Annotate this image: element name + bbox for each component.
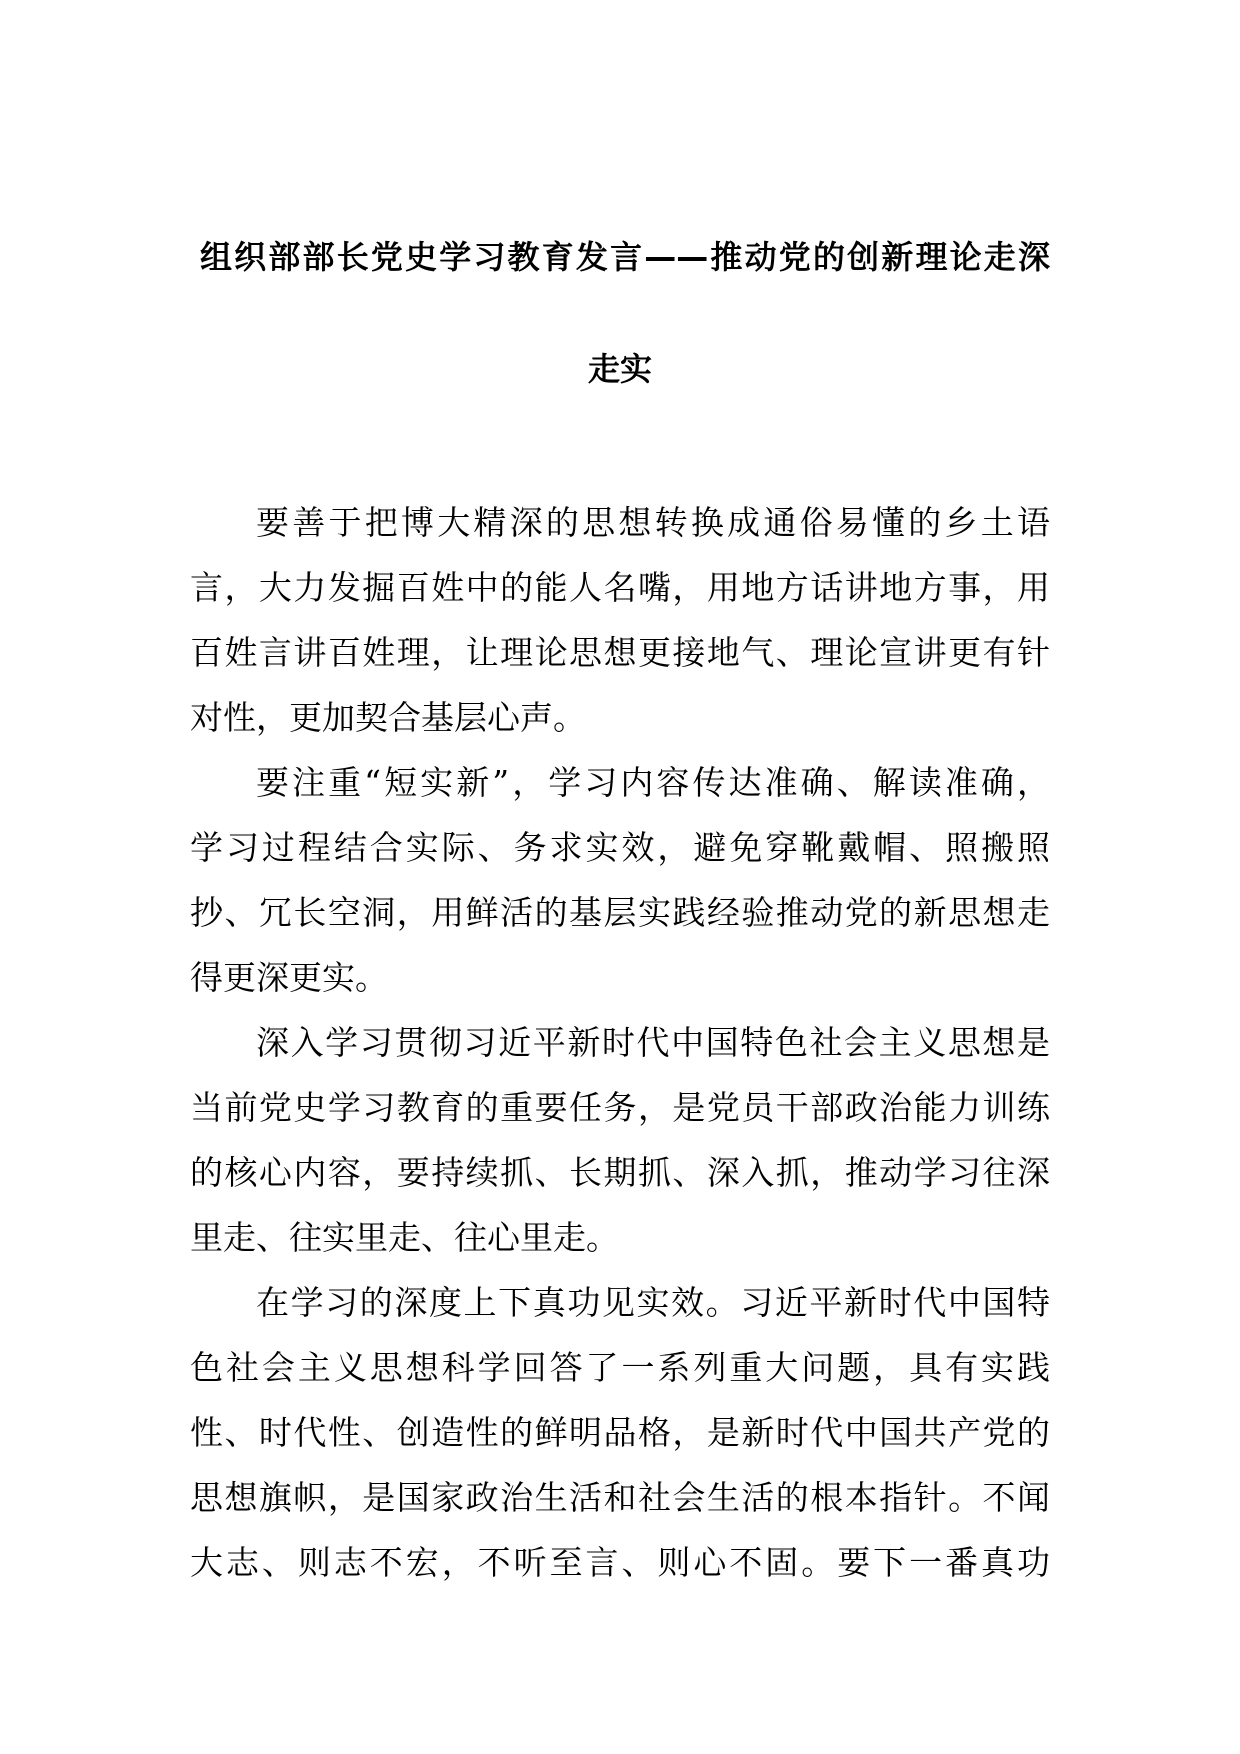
document-title-continued: 走实 bbox=[587, 350, 652, 388]
text-line: 性、时代性、创造性的鲜明品格，是新时代中国共产党的 bbox=[190, 1413, 1050, 1452]
text-line: 要善于把博大精深的思想转换成通俗易懂的乡土语 bbox=[256, 503, 1050, 542]
document-body bbox=[190, 490, 1050, 1595]
text-line: 在学习的深度上下真功见实效。习近平新时代中国特 bbox=[256, 1283, 1050, 1322]
paragraph bbox=[190, 750, 1050, 1010]
paragraph bbox=[190, 1010, 1050, 1270]
text-line: 对性，更加契合基层心声。 bbox=[190, 698, 586, 737]
text-line: 深入学习贯彻习近平新时代中国特色社会主义思想是 bbox=[256, 1023, 1050, 1062]
text-line: 百姓言讲百姓理，让理论思想更接地气、理论宣讲更有针 bbox=[190, 633, 1050, 672]
paragraph bbox=[190, 490, 1050, 750]
text-line: 当前党史学习教育的重要任务，是党员干部政治能力训练 bbox=[190, 1088, 1050, 1127]
text-line: 的核心内容，要持续抓、长期抓、深入抓，推动学习往深 bbox=[190, 1153, 1050, 1192]
text-line: 里走、往实里走、往心里走。 bbox=[190, 1218, 619, 1257]
text-line: 要注重“短实新”，学习内容传达准确、解读准确， bbox=[256, 763, 1050, 802]
text-line: 色社会主义思想科学回答了一系列重大问题，具有实践 bbox=[190, 1348, 1050, 1387]
document-title: 组织部部长党史学习教育发言——推动党的创新理论走深 bbox=[200, 238, 1050, 276]
text-line: 思想旗帜，是国家政治生活和社会生活的根本指针。不闻 bbox=[190, 1478, 1050, 1517]
text-line: 大志、则志不宏，不听至言、则心不固。要下一番真功 bbox=[190, 1543, 1050, 1582]
paragraph bbox=[190, 1270, 1050, 1595]
text-line: 言，大力发掘百姓中的能人名嘴，用地方话讲地方事，用 bbox=[190, 568, 1050, 607]
text-line: 抄、冗长空洞，用鲜活的基层实践经验推动党的新思想走 bbox=[190, 893, 1050, 932]
text-line: 学习过程结合实际、务求实效，避免穿靴戴帽、照搬照 bbox=[190, 828, 1050, 867]
text-line: 得更深更实。 bbox=[190, 958, 388, 997]
